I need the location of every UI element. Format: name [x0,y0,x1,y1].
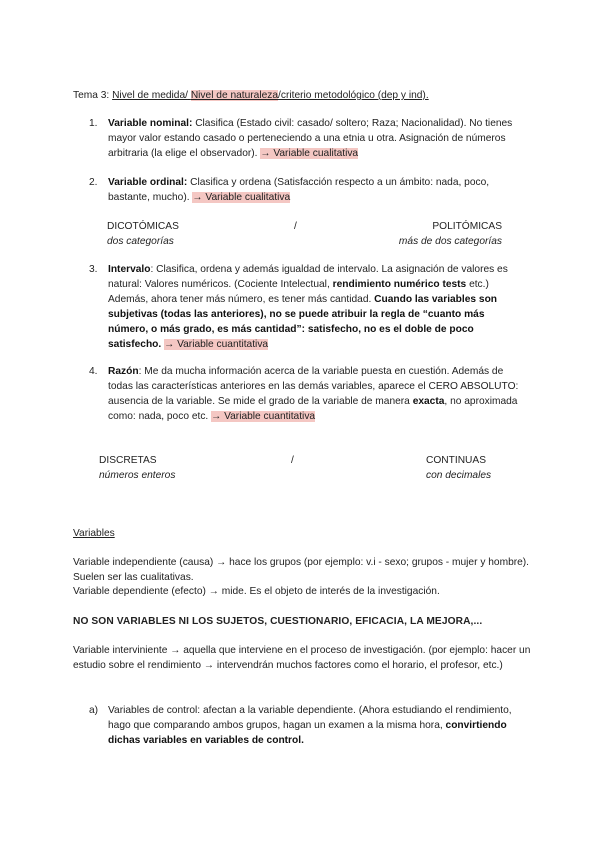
independent-variable: Variable independiente (causa) → hace los grupos (por ejemplo: v.i - sexo; grupos - mujer y hombre). Suelen ser las cualitativas. [73,557,530,583]
sub-item-control [89,703,528,748]
variables-heading: Variables [73,528,115,539]
dichotomous-label: DICOTÓMICAS [107,221,179,232]
polytomous-block [388,219,502,249]
title-part-3: Nivel de naturaleza [190,90,279,101]
sub-item-letter: a) [89,705,99,716]
polytomous-label: POLITÓMICAS [432,221,502,232]
item-number: 3. [89,264,98,275]
item-bold-example: rendimiento numérico tests [332,279,467,290]
continuous-label: CONTINUAS [426,455,486,466]
list-item-nominal [89,116,520,161]
discrete-label: DISCRETAS [99,455,157,466]
discrete-sub: números enteros [99,470,176,481]
item-tag: → Variable cuantitativa [211,411,316,422]
dichotomous-block [107,219,179,249]
title-part-1: Nivel de medida/ [112,90,188,101]
continuous-sub: con decimales [426,470,492,481]
dependent-variable: Variable dependiente (efecto) → mide. Es el objeto de interés de la investigación. [73,586,440,597]
pair-separator: / [294,221,297,232]
item-number: 2. [89,177,98,188]
item-term: Variable nominal: [108,118,193,129]
title-prefix: Tema 3: [73,90,113,101]
item-tag: → Variable cualitativa [260,148,359,159]
item-text: : Me da mucha información acerca de la variable puesta en cuestión. Además de todas las características anteriores en las demás variables, aparece el CERO ABSOLUTO: ausencia de la variable. Se mide el grado de la variable de manera [108,366,519,407]
item-tag: → Variable cuantitativa [164,339,269,350]
list-item-interval [89,262,523,352]
item-term: Intervalo [108,264,151,275]
item-text: : Clasifica, ordena y además igualdad de intervalo. La asignación de valores es natural: Valores numéricos. (Cociente Intelectual, [108,264,508,290]
item-text: Clasifica (Estado civil: casado/ soltero; Raza; Nacionalidad). No tienes mayor valor estando casado o perteneciendo a una etnia u otra. Asignación de números arbitraria (la elige el observador). [108,118,513,159]
item-bold-exact: exacta [412,396,445,407]
list-item-ratio [89,364,523,424]
sub-item-bold: convirtiendo dichas variables en variables de control. [108,720,507,746]
item-text: Clasifica y ordena (Satisfacción respecto a un ámbito: nada, poco, bastante, mucho). [108,177,490,203]
polytomous-sub: más de dos categorías [398,236,502,247]
discrete-block [99,453,175,483]
dichotomous-sub: dos categorías [107,236,174,247]
item-number: 4. [89,366,98,377]
item-term: Variable ordinal: [108,177,188,188]
item-bold-note: Cuando las variables son subjetivas (todas las anteriores), no se puede atribuir la regla de “cuanto más número, o más grado, es más cantidad”: satisfecho, no es el doble de poco satisfecho. [108,294,498,350]
item-term: Razón [108,366,139,377]
pair-separator-2: / [291,455,294,466]
continuous-block [426,453,491,483]
item-text-2: etc.) Además, ahora tener más número, es tener más cantidad. [108,279,489,305]
topic-title [73,88,429,103]
list-item-ordinal [89,175,520,205]
item-text-2: , no aproximada como: nada, poco etc. [108,396,518,422]
item-tag: → Variable cualitativa [192,192,291,203]
title-part-4: /criterio metodológico (dep y ind). [278,90,429,101]
intervening-variable: Variable interviniente → aquella que interviene en el proceso de investigación. (por ejemplo: hacer un estudio sobre el rendimiento → intervendrán muchos factores como el horario, el profesor, etc.) [73,645,531,671]
sub-item-text: Variables de control: afectan a la variable dependiente. (Ahora estudiando el rendimiento, hago que comparando ambos grupos, hagan un examen a la misma hora, [108,705,512,731]
item-number: 1. [89,118,98,129]
not-variables-note: NO SON VARIABLES NI LOS SUJETOS, CUESTIONARIO, EFICACIA, LA MEJORA,... [73,616,483,627]
